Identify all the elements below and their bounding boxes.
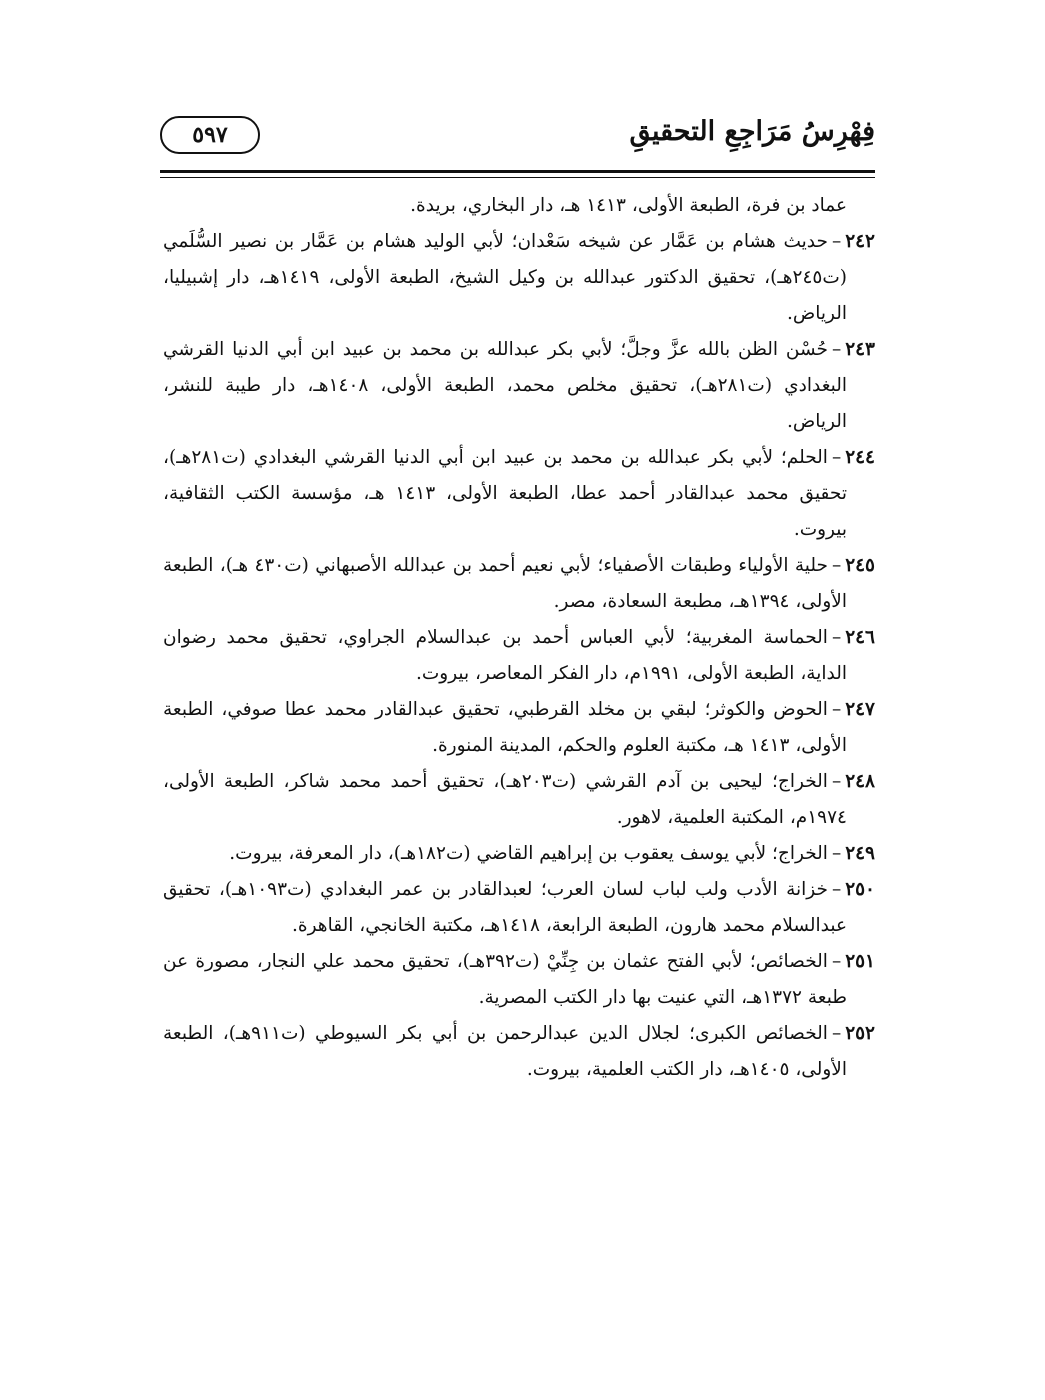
references-list — [163, 188, 875, 1088]
running-title: فِهْرِسُ مَرَاجِعِ التحقيقِ — [629, 116, 875, 147]
reference-text: الحلم؛ لأبي بكر عبدالله بن محمد بن عبيد ابن أبي الدنيا القرشي البغدادي (ت٢٨١هـ)، تحقيق محمد عبدالقادر أحمد عطا، الطبعة الأولى، ١٤١٣ هـ، مؤسسة الكتب الثقافية، بيروت. — [163, 447, 847, 540]
reference-number: ٢٥٢ — [845, 1023, 875, 1044]
reference-text: الخصائص الكبرى؛ لجلال الدين عبدالرحمن بن أبي بكر السيوطي (ت٩١١هـ)، الطبعة الأولى، ١٤٠٥هـ، دار الكتب العلمية، بيروت. — [163, 1023, 847, 1080]
reference-text: عماد بن فرة، الطبعة الأولى، ١٤١٣ هـ، دار البخاري، بريدة. — [410, 195, 847, 216]
reference-entry: ٢٤٩–الخراج؛ لأبي يوسف يعقوب بن إبراهيم القاضي (ت١٨٢هـ)، دار المعرفة، بيروت. — [229, 843, 875, 864]
reference-entry: ٢٤٤–الحلم؛ لأبي بكر عبدالله بن محمد بن عبيد ابن أبي الدنيا القرشي البغدادي (ت٢٨١هـ)، تحقيق محمد عبدالقادر أحمد عطا، الطبعة الأولى، ١٤١٣ هـ، مؤسسة الكتب الثقافية، بيروت. — [163, 447, 875, 540]
reference-number: ٢٤٧ — [845, 699, 875, 720]
reference-number: ٢٤٩ — [845, 843, 875, 864]
reference-entry: ٢٤٧–الحوض والكوثر؛ لبقي بن مخلد القرطبي، تحقيق عبدالقادر محمد عطا صوفي، الطبعة الأولى، ١٤١٣ هـ، مكتبة العلوم والحكم، المدينة المنورة. — [163, 699, 875, 756]
reference-number: ٢٤٨ — [845, 771, 875, 792]
reference-text: الحوض والكوثر؛ لبقي بن مخلد القرطبي، تحقيق عبدالقادر محمد عطا صوفي، الطبعة الأولى، ١٤١٣ هـ، مكتبة العلوم والحكم، المدينة المنورة. — [163, 699, 847, 756]
reference-entry: ٢٥٢–الخصائص الكبرى؛ لجلال الدين عبدالرحمن بن أبي بكر السيوطي (ت٩١١هـ)، الطبعة الأولى، ١٤٠٥هـ، دار الكتب العلمية، بيروت. — [163, 1023, 875, 1080]
page-header — [160, 108, 875, 164]
reference-text: الخراج؛ ليحيى بن آدم القرشي (ت٢٠٣هـ)، تحقيق أحمد محمد شاكر، الطبعة الأولى، ١٩٧٤م، المكتبة العلمية، لاهور. — [163, 771, 847, 828]
reference-text: حُسْن الظن بالله عزَّ وجلَّ؛ لأبي بكر عبدالله بن محمد بن عبيد ابن أبي الدنيا القرشي البغدادي (ت٢٨١هـ)، تحقيق مخلص محمد، الطبعة الأولى، ١٤٠٨هـ، دار طيبة للنشر، الرياض. — [163, 339, 847, 432]
reference-text: خزانة الأدب ولب لباب لسان العرب؛ لعبدالقادر بن عمر البغدادي (ت١٠٩٣هـ)، تحقيق عبدالسلام محمد هارون، الطبعة الرابعة، ١٤١٨هـ، مكتبة الخانجي، القاهرة. — [163, 879, 847, 936]
reference-entry: ٢٥٠–خزانة الأدب ولب لباب لسان العرب؛ لعبدالقادر بن عمر البغدادي (ت١٠٩٣هـ)، تحقيق عبدالسلام محمد هارون، الطبعة الرابعة، ١٤١٨هـ، مكتبة الخانجي، القاهرة. — [163, 879, 875, 936]
reference-text: الخصائص؛ لأبي الفتح عثمان بن جِنِّيْ (ت٣٩٢هـ)، تحقيق محمد علي النجار، مصورة عن طبعة ١٣٧٢هـ، التي عنيت بها دار الكتب المصرية. — [163, 951, 847, 1008]
reference-number: ٢٤٢ — [845, 231, 875, 252]
reference-number: ٢٥٠ — [845, 879, 875, 900]
reference-entry-continued — [163, 188, 875, 224]
reference-entry: ٢٤٨–الخراج؛ ليحيى بن آدم القرشي (ت٢٠٣هـ)، تحقيق أحمد محمد شاكر، الطبعة الأولى، ١٩٧٤م، المكتبة العلمية، لاهور. — [163, 771, 875, 828]
header-rule-thin — [160, 177, 875, 178]
reference-entry: ٢٤٥–حلية الأولياء وطبقات الأصفياء؛ لأبي نعيم أحمد بن عبدالله الأصبهاني (ت٤٣٠ هـ)، الطبعة الأولى، ١٣٩٤هـ، مطبعة السعادة، مصر. — [163, 555, 875, 612]
reference-number: ٢٤٤ — [845, 447, 875, 468]
reference-entry: ٢٥١–الخصائص؛ لأبي الفتح عثمان بن جِنِّيْ (ت٣٩٢هـ)، تحقيق محمد علي النجار، مصورة عن طبعة ١٣٧٢هـ، التي عنيت بها دار الكتب المصرية. — [163, 951, 875, 1008]
reference-text: الحماسة المغربية؛ لأبي العباس أحمد بن عبدالسلام الجراوي، تحقيق محمد رضوان الداية، الطبعة الأولى، ١٩٩١م، دار الفكر المعاصر، بيروت. — [163, 627, 847, 684]
reference-number: ٢٤٣ — [845, 339, 875, 360]
reference-text: حلية الأولياء وطبقات الأصفياء؛ لأبي نعيم أحمد بن عبدالله الأصبهاني (ت٤٣٠ هـ)، الطبعة الأولى، ١٣٩٤هـ، مطبعة السعادة، مصر. — [163, 555, 847, 612]
reference-number: ٢٤٦ — [845, 627, 875, 648]
header-rule-thick — [160, 170, 875, 173]
reference-number: ٢٥١ — [845, 951, 875, 972]
reference-text: الخراج؛ لأبي يوسف يعقوب بن إبراهيم القاضي (ت١٨٢هـ)، دار المعرفة، بيروت. — [229, 843, 828, 864]
reference-entry: ٢٤٦–الحماسة المغربية؛ لأبي العباس أحمد بن عبدالسلام الجراوي، تحقيق محمد رضوان الداية، الطبعة الأولى، ١٩٩١م، دار الفكر المعاصر، بيروت. — [163, 627, 875, 684]
reference-entry: ٢٤٢–حديث هشام بن عَمَّار عن شيخه سَعْدان؛ لأبي الوليد هشام بن عَمَّار بن نصير السُّلَمي (ت٢٤٥هـ)، تحقيق الدكتور عبدالله بن وكيل الشيخ، الطبعة الأولى، ١٤١٩هـ، دار إشبيليا، الرياض. — [163, 231, 875, 324]
page-number: ٥٩٧ — [160, 116, 260, 154]
reference-number: ٢٤٥ — [845, 555, 875, 576]
reference-entry: ٢٤٣–حُسْن الظن بالله عزَّ وجلَّ؛ لأبي بكر عبدالله بن محمد بن عبيد ابن أبي الدنيا القرشي البغدادي (ت٢٨١هـ)، تحقيق مخلص محمد، الطبعة الأولى، ١٤٠٨هـ، دار طيبة للنشر، الرياض. — [163, 339, 875, 432]
reference-text: حديث هشام بن عَمَّار عن شيخه سَعْدان؛ لأبي الوليد هشام بن عَمَّار بن نصير السُّلَمي (ت٢٤٥هـ)، تحقيق الدكتور عبدالله بن وكيل الشيخ، الطبعة الأولى، ١٤١٩هـ، دار إشبيليا، الرياض. — [163, 231, 847, 324]
